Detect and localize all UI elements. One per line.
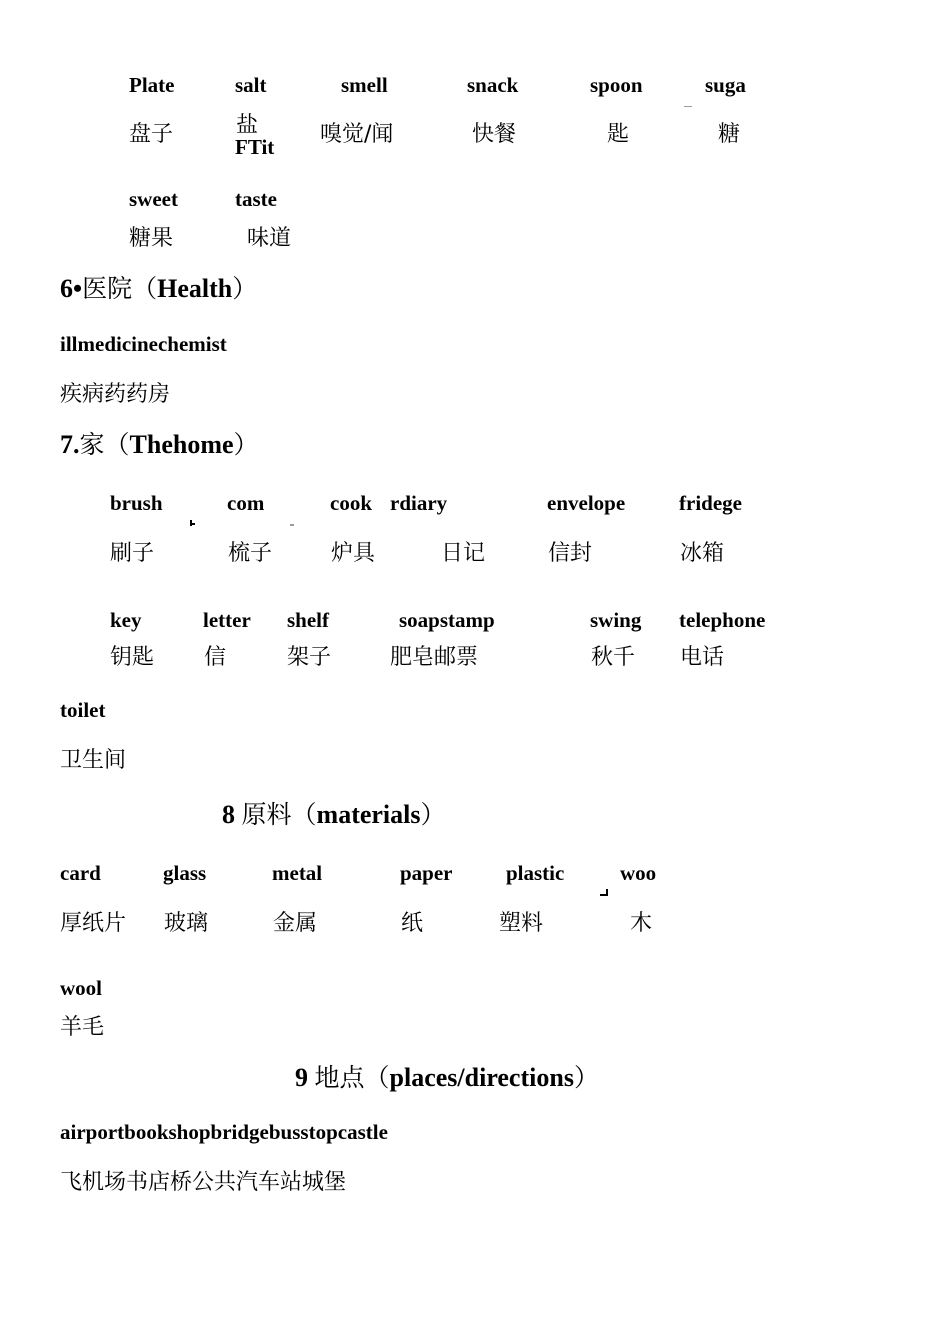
section-heading-health: 6•医院（Health） <box>60 274 258 303</box>
word-en: smell <box>341 73 388 97</box>
section-heading-places: 9 地点（places/directions） <box>295 1063 599 1092</box>
word-en: woo <box>620 861 657 885</box>
word-zh: 刷子 <box>110 541 155 566</box>
word-zh: 纸 <box>401 911 424 936</box>
word-list-zh: 疾病药药房 <box>60 382 171 407</box>
word-en: telephone <box>679 608 766 632</box>
word-en: key <box>110 608 142 632</box>
word-zh: 木 <box>630 911 653 936</box>
word-list-en: airportbookshopbridgebusstopcastle <box>60 1120 388 1144</box>
word-zh: 玻璃 <box>164 911 209 936</box>
word-en: taste <box>235 187 277 211</box>
word-en: toilet <box>60 698 106 722</box>
word-zh: 日记 <box>441 541 486 566</box>
word-zh: 盘子 <box>129 122 174 147</box>
word-en: wool <box>60 976 102 1000</box>
word-en: shelf <box>287 608 329 632</box>
word-en: rdiary <box>390 491 448 515</box>
section-heading-home: 7.家（Thehome） <box>60 430 259 459</box>
word-zh: 盐 <box>236 113 259 138</box>
word-en: Plate <box>129 73 175 97</box>
word-en: glass <box>163 861 207 885</box>
word-en: suga <box>705 73 746 97</box>
word-zh: 厚纸片 <box>60 911 127 936</box>
word-en: snack <box>467 73 519 97</box>
word-zh: 肥皂邮票 <box>390 645 479 670</box>
word-en: fridege <box>679 491 742 515</box>
scan-artifact <box>290 524 294 526</box>
word-zh: 卫生间 <box>60 748 127 773</box>
section-heading-materials: 8 原料（materials） <box>222 800 446 829</box>
word-zh: 冰箱 <box>680 541 725 566</box>
word-zh: 金属 <box>273 911 318 936</box>
word-zh: 匙 <box>607 122 630 147</box>
scan-artifact <box>684 106 692 107</box>
word-zh: 秋千 <box>591 645 636 670</box>
word-zh: 梳子 <box>228 541 273 566</box>
scan-artifact <box>192 523 195 525</box>
word-list-en: illmedicinechemist <box>60 332 227 356</box>
word-zh: 羊毛 <box>60 1015 105 1040</box>
word-zh: 糖 <box>718 122 741 147</box>
word-en: swing <box>590 608 642 632</box>
word-en: salt <box>235 73 267 97</box>
word-en: letter <box>203 608 251 632</box>
word-zh: 信封 <box>548 541 593 566</box>
word-en: sweet <box>129 187 178 211</box>
word-zh: 塑料 <box>499 911 544 936</box>
word-en: soapstamp <box>399 608 495 632</box>
word-zh: 信 <box>204 645 227 670</box>
word-en: plastic <box>506 861 565 885</box>
word-list-zh: 飞机场书店桥公共汽车站城堡 <box>60 1170 347 1195</box>
word-en: cook <box>330 491 372 515</box>
word-en: envelope <box>547 491 626 515</box>
word-zh: 钥匙 <box>110 645 155 670</box>
word-zh: 嗅觉/闻 <box>320 122 394 147</box>
word-en: paper <box>400 861 453 885</box>
word-en: metal <box>272 861 323 885</box>
word-zh: 快餐 <box>472 122 517 147</box>
overlapping-text: FTit <box>235 135 275 159</box>
word-zh: 炉具 <box>331 541 376 566</box>
word-zh: 糖果 <box>129 226 174 251</box>
word-en: com <box>227 491 265 515</box>
word-en: spoon <box>590 73 643 97</box>
scan-artifact <box>600 894 608 896</box>
word-zh: 电话 <box>680 645 725 670</box>
word-en: brush <box>110 491 163 515</box>
word-en: card <box>60 861 101 885</box>
word-zh: 架子 <box>287 645 332 670</box>
word-zh: 味道 <box>247 226 292 251</box>
